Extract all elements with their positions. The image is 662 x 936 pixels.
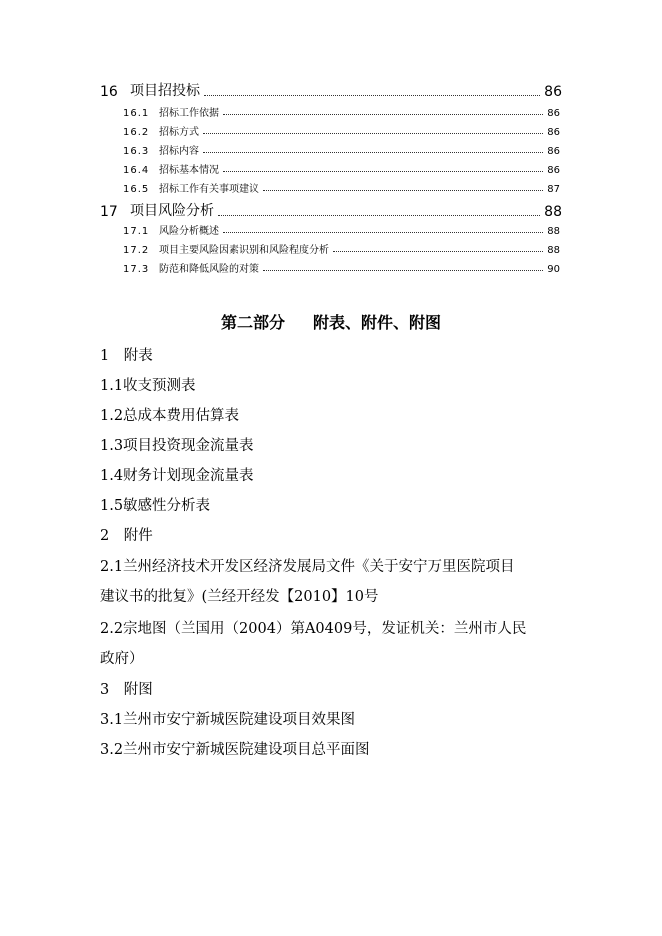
- toc-leader: [203, 151, 543, 153]
- toc-leader: [263, 269, 543, 271]
- list-item: 1.4财务计划现金流量表: [100, 468, 254, 484]
- toc-title: 招标内容: [159, 146, 199, 157]
- list-item: 3.1兰州市安宁新城医院建设项目效果图: [100, 712, 356, 728]
- toc-page: 88: [544, 204, 562, 220]
- toc-number: 16.5: [123, 184, 150, 195]
- list-item: 2.1兰州经济技术开发区经济发展局文件《关于安宁万里医院项目: [100, 559, 515, 575]
- part-title-left: 第二部分: [220, 313, 285, 332]
- toc-page: 88: [547, 245, 560, 256]
- list-item: 1.5敏感性分析表: [100, 498, 211, 514]
- toc-page: 86: [544, 84, 562, 100]
- toc-page: 86: [547, 165, 560, 176]
- toc-number: 17: [100, 204, 118, 220]
- toc-entry[interactable]: [123, 123, 560, 138]
- toc-page: 87: [547, 184, 560, 195]
- section-heading: 3 附图: [100, 682, 153, 698]
- list-item: 2.2宗地图（兰国用（2004）第A0409号，发证机关：兰州市人民: [100, 621, 527, 637]
- toc-title: 招标基本情况: [159, 165, 219, 176]
- toc-entry[interactable]: [123, 222, 560, 237]
- list-item: 1.2总成本费用估算表: [100, 408, 240, 424]
- toc-title: 项目风险分析: [130, 203, 214, 219]
- toc-number: 16: [100, 84, 118, 100]
- toc-title: 招标工作有关事项建议: [159, 184, 259, 195]
- toc-leader: [203, 132, 543, 134]
- toc-number: 16.2: [123, 127, 150, 138]
- toc-leader: [223, 113, 543, 115]
- toc-entry[interactable]: [123, 142, 560, 157]
- toc-page: 86: [547, 146, 560, 157]
- section-heading: 1 附表: [100, 348, 153, 364]
- toc-leader: [223, 231, 543, 233]
- toc-leader: [204, 94, 540, 96]
- toc-leader: [333, 250, 543, 252]
- toc-title: 招标方式: [159, 127, 199, 138]
- toc-number: 16.4: [123, 165, 150, 176]
- toc-number: 17.1: [123, 226, 150, 237]
- list-item-continuation: 建议书的批复》(兰经开经发【2010】10号: [100, 589, 379, 605]
- toc-entry[interactable]: [123, 241, 560, 256]
- part-title-right: 附表、附件、附图: [313, 313, 442, 332]
- part-title: [0, 310, 662, 333]
- section-heading: 2 附件: [100, 528, 153, 544]
- toc-number: 17.3: [123, 264, 150, 275]
- toc-page: 88: [547, 226, 560, 237]
- list-item: 3.2兰州市安宁新城医院建设项目总平面图: [100, 742, 370, 758]
- toc-number: 16.3: [123, 146, 150, 157]
- toc-number: 17.2: [123, 245, 150, 256]
- toc-entry[interactable]: [123, 161, 560, 176]
- toc-leader: [263, 189, 543, 191]
- list-item: 1.1收支预测表: [100, 378, 196, 394]
- toc-number: 16.1: [123, 108, 150, 119]
- toc-entry[interactable]: [100, 80, 562, 100]
- toc-title: 防范和降低风险的对策: [159, 264, 259, 275]
- toc-entry[interactable]: [123, 260, 560, 275]
- toc-title: 项目主要风险因素识别和风险程度分析: [159, 245, 329, 256]
- toc-page: 86: [547, 127, 560, 138]
- toc-entry[interactable]: [123, 180, 560, 195]
- toc-title: 招标工作依据: [159, 108, 219, 119]
- toc-page: 90: [547, 264, 560, 275]
- toc-leader: [223, 170, 543, 172]
- toc-entry[interactable]: [100, 200, 562, 220]
- toc-title: 项目招投标: [130, 83, 200, 99]
- list-item-continuation: 政府）: [100, 651, 144, 667]
- toc-page: 86: [547, 108, 560, 119]
- toc-leader: [218, 214, 540, 216]
- toc-title: 风险分析概述: [159, 226, 219, 237]
- list-item: 1.3项目投资现金流量表: [100, 438, 254, 454]
- toc-entry[interactable]: [123, 104, 560, 119]
